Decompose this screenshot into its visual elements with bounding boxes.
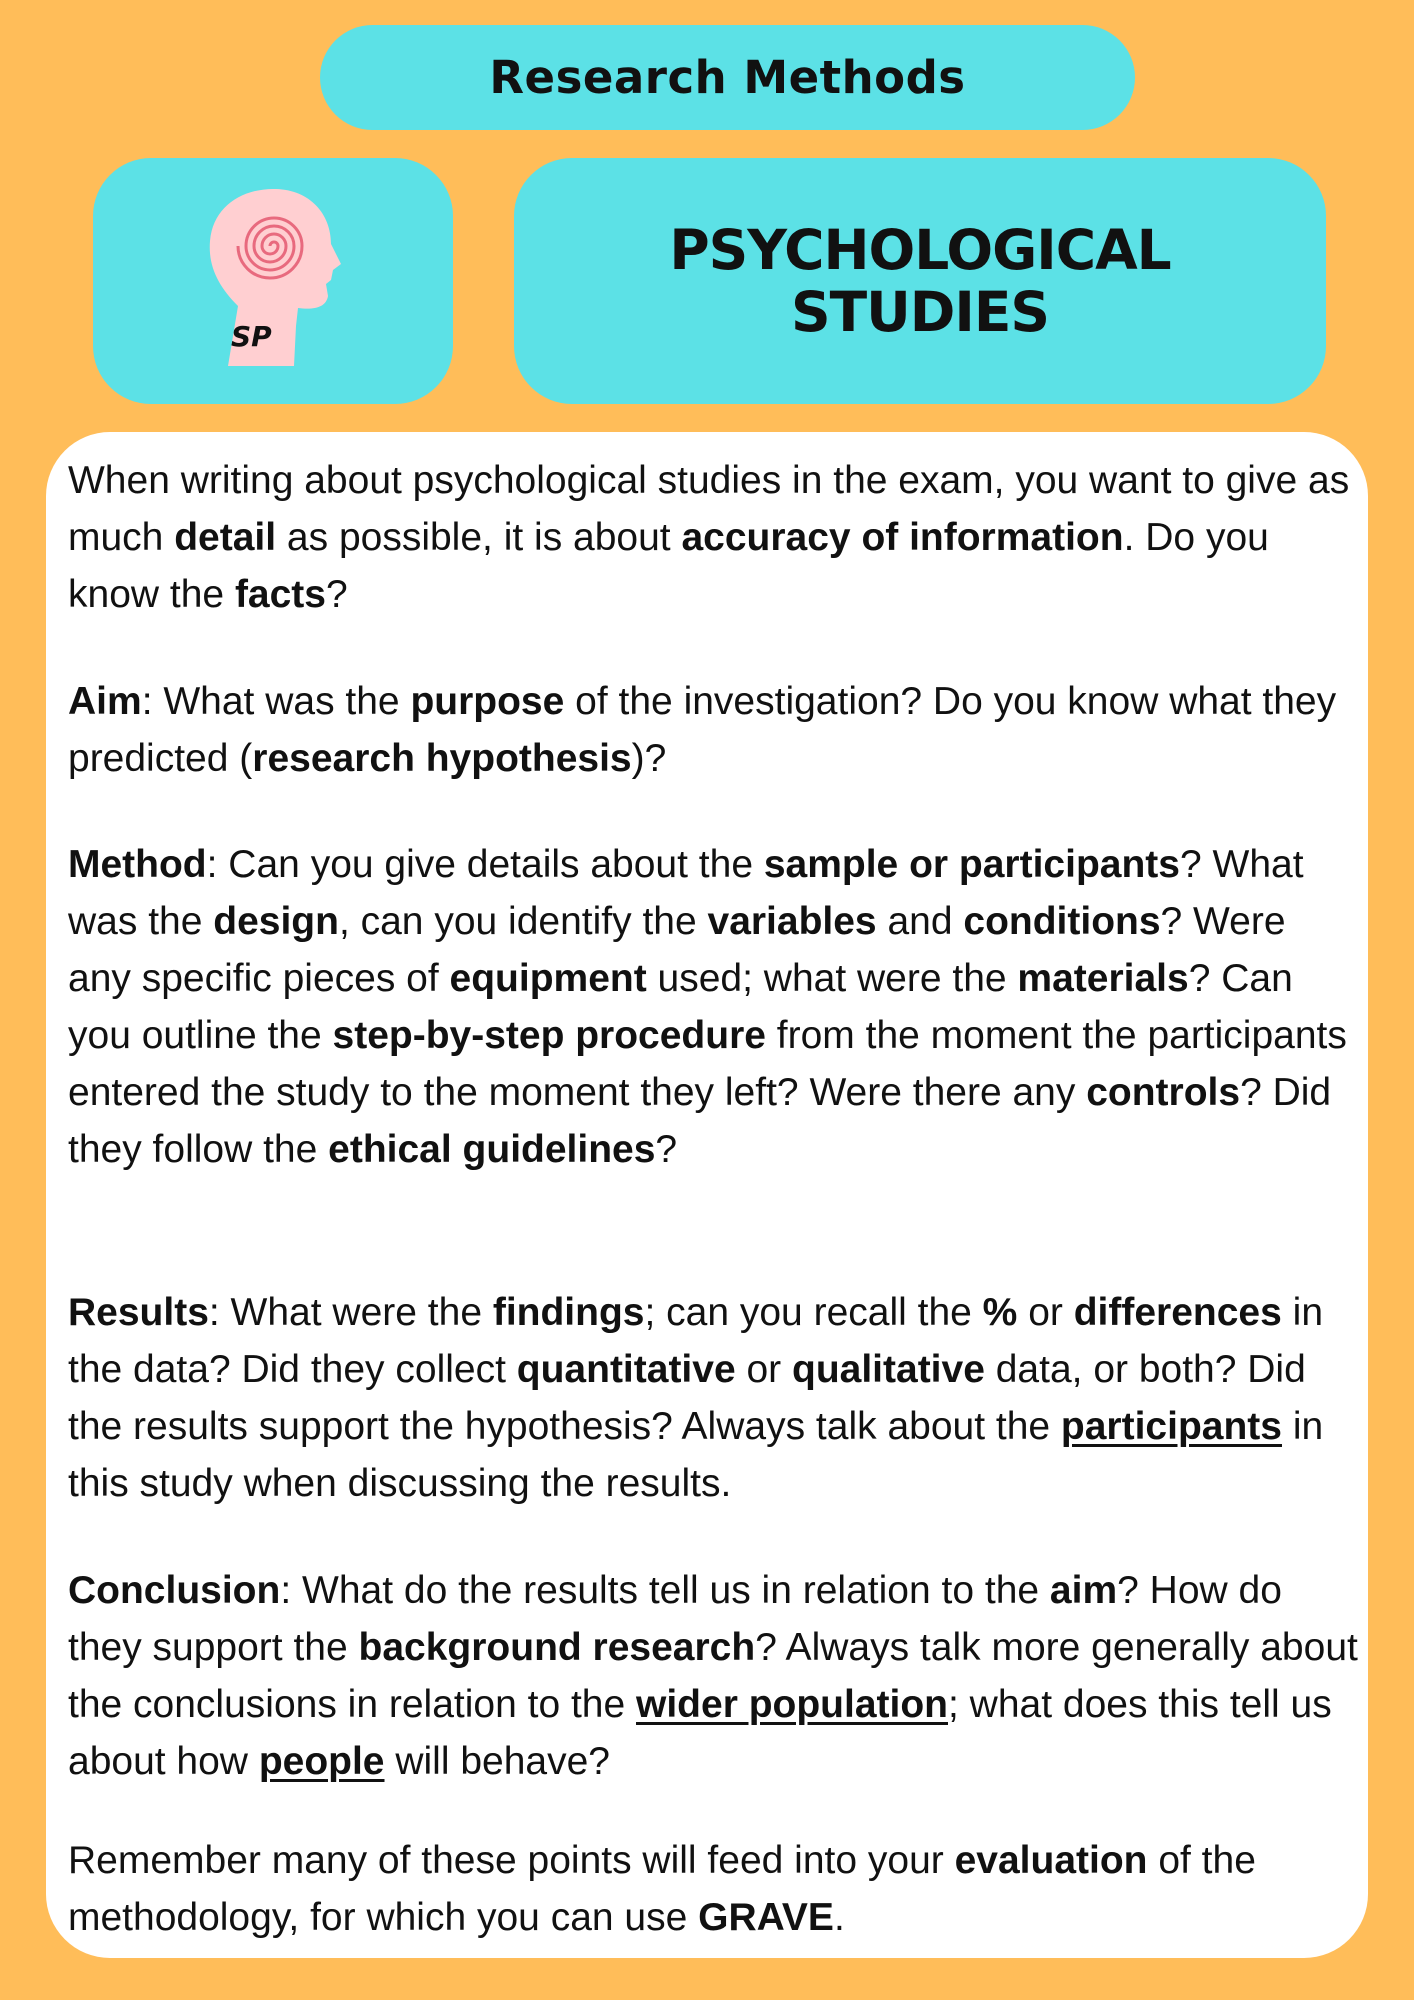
- key-term: accuracy of information: [681, 516, 1124, 559]
- key-term: Conclusion: [68, 1569, 281, 1612]
- text-run: ? Were any specific pieces of: [68, 900, 1286, 1000]
- text-run: data, or both? Did the results support the hypothesis? Always talk about the: [68, 1348, 1306, 1448]
- key-term: ethical guidelines: [328, 1128, 656, 1171]
- text-run: ? How do they support the: [68, 1569, 1282, 1669]
- text-run: used; what were the: [646, 957, 1018, 1000]
- text-run: and: [876, 900, 964, 943]
- key-term: design: [213, 900, 339, 943]
- text-run: : What do the results tell us in relation to the: [280, 1569, 1050, 1612]
- text-run: of the investigation? Do you know what they predicted (: [68, 680, 1337, 780]
- key-term: conditions: [963, 900, 1161, 943]
- text-run: ? Can you outline the: [68, 957, 1293, 1057]
- text-run: as possible, it is about: [276, 516, 682, 559]
- results-paragraph: [68, 1284, 1358, 1512]
- page-title: Research Methods: [489, 51, 966, 104]
- logo-initials: SP: [231, 320, 272, 353]
- text-run: . Do you know the: [68, 516, 1269, 616]
- text-run: )?: [631, 737, 667, 780]
- key-term: GRAVE: [698, 1896, 834, 1939]
- key-term: aim: [1049, 1569, 1118, 1612]
- title-pill: [320, 25, 1135, 130]
- key-term: equipment: [449, 957, 647, 1000]
- key-term: people: [258, 1740, 385, 1783]
- text-run: of the methodology, for which you can use: [68, 1839, 1256, 1939]
- section-heading: PSYCHOLOGICAL STUDIES: [669, 218, 1171, 344]
- text-run: : What were the: [208, 1291, 493, 1334]
- key-term: Aim: [68, 680, 142, 723]
- text-run: : Can you give details about the: [206, 843, 764, 886]
- aim-paragraph: [68, 673, 1358, 787]
- key-term: step-by-step procedure: [332, 1014, 766, 1057]
- text-run: When writing about psychological studies in the exam, you want to give as much: [68, 459, 1350, 559]
- text-run: ?: [655, 1128, 678, 1171]
- text-run: Remember many of these points will feed into your: [68, 1839, 955, 1882]
- key-term: %: [982, 1291, 1018, 1334]
- key-term: background research: [358, 1626, 756, 1669]
- logo-box: [93, 158, 453, 404]
- text-run: , can you identify the: [338, 900, 708, 943]
- text-run: or: [1017, 1291, 1074, 1334]
- text-run: ? What was the: [68, 843, 1304, 943]
- key-term: controls: [1086, 1071, 1241, 1114]
- content-card: [46, 432, 1368, 1958]
- key-term: materials: [1017, 957, 1189, 1000]
- text-run: in the data? Did they collect: [68, 1291, 1324, 1391]
- text-run: : What was the: [141, 680, 411, 723]
- key-term: findings: [492, 1291, 645, 1334]
- key-term: Method: [68, 843, 207, 886]
- text-run: ; can you recall the: [644, 1291, 983, 1334]
- text-run: from the moment the participants entered the study to the moment they left? Were there any: [68, 1014, 1347, 1114]
- key-term: detail: [174, 516, 277, 559]
- text-run: .: [833, 1896, 845, 1939]
- remember-paragraph: [68, 1832, 1358, 1946]
- key-term: evaluation: [954, 1839, 1148, 1882]
- method-paragraph: [68, 836, 1358, 1178]
- key-term: participants: [1060, 1405, 1282, 1448]
- text-run: will behave?: [384, 1740, 610, 1783]
- intro-paragraph: [68, 452, 1358, 623]
- text-run: ? Always talk more generally about the conclusions in relation to the: [68, 1626, 1358, 1726]
- key-term: qualitative: [792, 1348, 985, 1391]
- key-term: quantitative: [516, 1348, 736, 1391]
- key-term: sample or participants: [763, 843, 1180, 886]
- key-term: facts: [234, 573, 326, 616]
- text-run: or: [735, 1348, 793, 1391]
- key-term: variables: [707, 900, 877, 943]
- key-term: purpose: [410, 680, 565, 723]
- head-spiral-icon: [198, 186, 348, 376]
- key-term: research hypothesis: [252, 737, 632, 780]
- conclusion-paragraph: [68, 1562, 1358, 1790]
- heading-box: [514, 158, 1326, 404]
- text-run: in this study when discussing the results.: [68, 1405, 1324, 1505]
- text-run: ; what does this tell us about how: [68, 1683, 1332, 1783]
- text-run: ? Did they follow the: [68, 1071, 1332, 1171]
- key-term: differences: [1073, 1291, 1282, 1334]
- key-term: wider population: [636, 1683, 948, 1726]
- key-term: Results: [68, 1291, 209, 1334]
- text-run: ?: [325, 573, 348, 616]
